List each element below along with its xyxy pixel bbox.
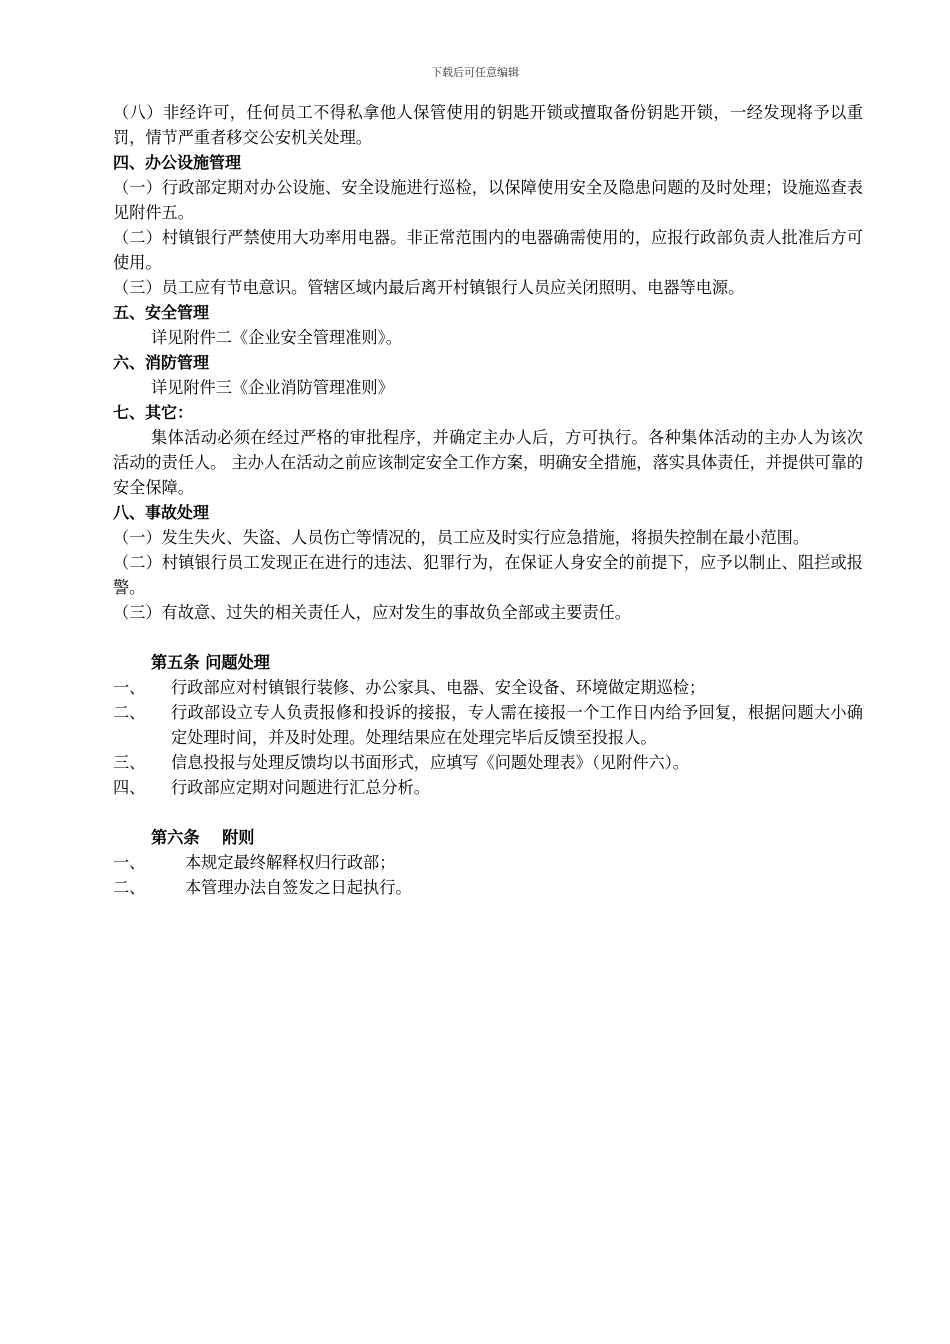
paragraph-item8: （八）非经许可，任何员工不得私拿他人保管使用的钥匙开锁或擅取备份钥匙开锁，一经发现将予以重罚，情节严重者移交公安机关处理。 xyxy=(113,103,863,147)
item-text: 本管理办法自签发之日起执行。 xyxy=(185,878,412,897)
spacer xyxy=(113,625,863,650)
article-5-title: 第五条 问题处理 xyxy=(151,653,270,672)
item-text: 信息投报与处理反馈均以书面形式，应填写《问题处理表》（见附件六）。 xyxy=(171,753,689,772)
item-text: 行政部应对村镇银行装修、办公家具、电器、安全设备、环境做定期巡检； xyxy=(171,678,706,697)
item-number: 二、 xyxy=(113,878,146,897)
paragraph-6: 详见附件三《企业消防管理准则》 xyxy=(151,378,394,397)
section-heading-7: 七、其它： xyxy=(113,403,194,422)
item-text: 行政部设立专人负责报修和投诉的接报，专人需在接报一个工作日内给予回复，根据问题大小确定处理时间，并及时处理。处理结果应在处理完毕后反馈至投报人。 xyxy=(171,703,863,747)
section-heading-8: 八、事故处理 xyxy=(113,503,210,522)
paragraph-4-2: （二）村镇银行严禁使用大功率用电器。非正常范围内的电器确需使用的，应报行政部负责人批准后方可使用。 xyxy=(113,228,863,272)
article-6-item xyxy=(113,850,863,875)
paragraph-5: 详见附件二《企业安全管理准则》。 xyxy=(151,328,402,347)
article-5-item xyxy=(113,750,863,775)
article-5-item xyxy=(113,700,863,750)
article-5-item xyxy=(113,675,863,700)
page-header: 下载后可任意编辑 xyxy=(431,66,519,79)
item-number: 一、 xyxy=(113,678,146,697)
article-6-title: 第六条 附则 xyxy=(151,828,255,847)
paragraph-4-1: （一）行政部定期对办公设施、安全设施进行巡检，以保障使用安全及隐患问题的及时处理；设施巡查表见附件五。 xyxy=(113,178,863,222)
section-heading-4: 四、办公设施管理 xyxy=(113,153,242,172)
document-body xyxy=(113,100,863,900)
item-number: 四、 xyxy=(113,778,146,797)
section-heading-5: 五、安全管理 xyxy=(113,303,210,322)
item-number: 一、 xyxy=(113,853,146,872)
article-5-item xyxy=(113,775,863,800)
paragraph-4-3: （三）员工应有节电意识。管辖区域内最后离开村镇银行人员应关闭照明、电器等电源。 xyxy=(113,278,745,297)
item-number: 三、 xyxy=(113,753,146,772)
paragraph-7: 集体活动必须在经过严格的审批程序，并确定主办人后，方可执行。各种集体活动的主办人为该次活动的责任人。 主办人在活动之前应该制定安全工作方案，明确安全措施，落实具体责任，并提供可靠的安全保障。 xyxy=(113,428,863,497)
item-number: 二、 xyxy=(113,703,146,722)
spacer xyxy=(113,800,863,825)
paragraph-8-2: （二）村镇银行员工发现正在进行的违法、犯罪行为，在保证人身安全的前提下，应予以制止、阻拦或报警。 xyxy=(113,553,863,597)
item-text: 行政部应定期对问题进行汇总分析。 xyxy=(171,778,430,797)
section-heading-6: 六、消防管理 xyxy=(113,353,210,372)
article-6-item xyxy=(113,875,863,900)
paragraph-8-3: （三）有故意、过失的相关责任人，应对发生的事故负全部或主要责任。 xyxy=(113,603,631,622)
item-text: 本规定最终解释权归行政部； xyxy=(185,853,396,872)
paragraph-8-1: （一）发生失火、失盗、人员伤亡等情况的，员工应及时实行应急措施，将损失控制在最小范围。 xyxy=(113,528,810,547)
